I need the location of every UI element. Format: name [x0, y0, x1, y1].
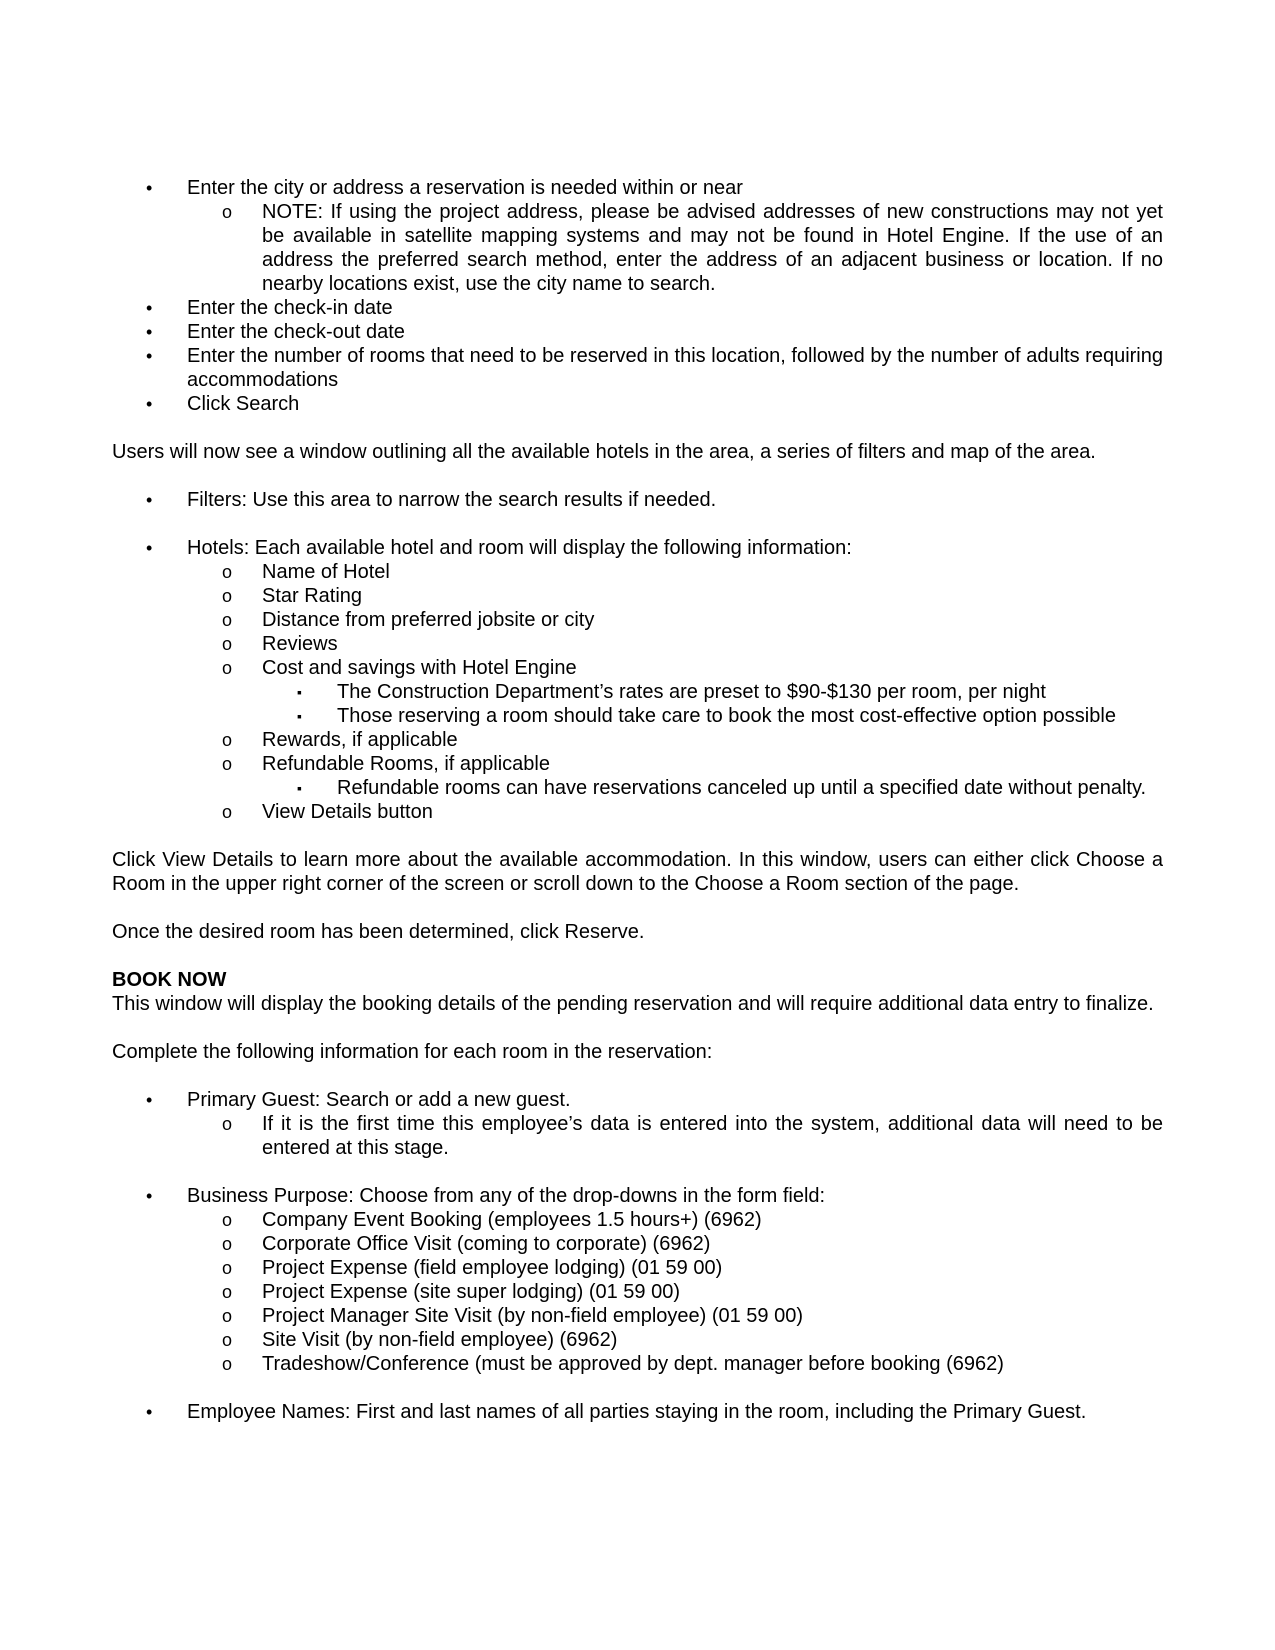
list-item-text: The Construction Department’s rates are preset to $90-$130 per room, per night — [337, 681, 1046, 703]
list-item — [112, 1280, 1163, 1304]
list-item — [112, 488, 1163, 512]
bullet-marker: • — [146, 490, 153, 510]
circle-marker: o — [222, 202, 233, 222]
circle-marker: o — [222, 730, 233, 750]
list-item — [112, 536, 1163, 560]
bullet-marker: • — [146, 322, 153, 342]
list-item — [112, 608, 1163, 632]
square-marker: ▪ — [297, 708, 302, 724]
list-item — [112, 800, 1163, 824]
list-item-text: Tradeshow/Conference (must be approved by dept. manager before booking (6962) — [262, 1353, 1004, 1375]
list-item-text: Click Search — [187, 393, 300, 415]
bullet-marker: • — [146, 1402, 153, 1422]
list-item-text: Name of Hotel — [262, 561, 390, 583]
circle-marker: o — [222, 1282, 233, 1302]
complete-info-paragraph: Complete the following information for each room in the reservation: — [112, 1041, 713, 1063]
book-now-heading: BOOK NOW — [112, 969, 227, 991]
list-item-text: Cost and savings with Hotel Engine — [262, 657, 577, 679]
circle-marker: o — [222, 1258, 233, 1278]
list-item — [112, 704, 1163, 728]
list-item — [112, 632, 1163, 656]
list-item-text: Enter the check-in date — [187, 297, 393, 319]
employee-names-list — [112, 1400, 1163, 1424]
list-item-text: Project Expense (site super lodging) (01 59 00) — [262, 1281, 681, 1303]
list-item-text: Business Purpose: Choose from any of the drop-downs in the form field: — [187, 1185, 826, 1207]
list-item — [112, 584, 1163, 608]
circle-marker: o — [222, 562, 233, 582]
list-item-text: Enter the number of rooms that need to be reserved in this location, followed by the number of adults requiring accommodations — [187, 345, 1163, 391]
circle-marker: o — [222, 754, 233, 774]
circle-marker: o — [222, 1210, 233, 1230]
filters-list — [112, 488, 1163, 512]
list-item — [112, 320, 1163, 344]
circle-marker: o — [222, 1114, 233, 1134]
circle-marker: o — [222, 658, 233, 678]
bullet-marker: • — [146, 178, 153, 198]
list-item-text: Refundable Rooms, if applicable — [262, 753, 550, 775]
list-item-text: Corporate Office Visit (coming to corporate) (6962) — [262, 1233, 711, 1255]
list-item — [112, 1184, 1163, 1208]
primary-guest-list — [112, 1088, 1163, 1160]
list-item-text: If it is the first time this employee’s data is entered into the system, additional data will need to be entered at this stage. — [262, 1113, 1163, 1159]
list-item — [112, 1328, 1163, 1352]
reserve-paragraph: Once the desired room has been determined, click Reserve. — [112, 921, 645, 943]
list-item — [112, 656, 1163, 680]
bullet-marker: • — [146, 298, 153, 318]
business-purpose-list — [112, 1184, 1163, 1376]
bullet-marker: • — [146, 538, 153, 558]
list-item-text: Rewards, if applicable — [262, 729, 458, 751]
circle-marker: o — [222, 1306, 233, 1326]
list-item — [112, 1208, 1163, 1232]
circle-marker: o — [222, 634, 233, 654]
hotels-list — [112, 536, 1163, 824]
list-item-text: Employee Names: First and last names of all parties staying in the room, including the Primary Guest. — [187, 1401, 1087, 1423]
list-item — [112, 1352, 1163, 1376]
list-item — [112, 200, 1163, 296]
list-item-text: Those reserving a room should take care to book the most cost-effective option possible — [337, 705, 1116, 727]
list-item — [112, 296, 1163, 320]
list-item-text: Enter the check-out date — [187, 321, 405, 343]
list-item-text: Project Manager Site Visit (by non-field employee) (01 59 00) — [262, 1305, 804, 1327]
list-item-text: Company Event Booking (employees 1.5 hours+) (6962) — [262, 1209, 762, 1231]
list-item — [112, 680, 1163, 704]
bullet-marker: • — [146, 1186, 153, 1206]
square-marker: ▪ — [297, 684, 302, 700]
list-item-text: Distance from preferred jobsite or city — [262, 609, 595, 631]
list-item-text: Enter the city or address a reservation is needed within or near — [187, 177, 743, 199]
view-details-paragraph: Click View Details to learn more about the available accommodation. In this window, users can either click Choose a Room in the upper right corner of the screen or scroll down to the Choose a Room section of the page. — [112, 849, 1163, 895]
list-item — [112, 1256, 1163, 1280]
bullet-marker: • — [146, 394, 153, 414]
list-item — [112, 392, 1163, 416]
list-item — [112, 752, 1163, 776]
list-item-text: Filters: Use this area to narrow the search results if needed. — [187, 489, 717, 511]
circle-marker: o — [222, 1330, 233, 1350]
list-item-text: Refundable rooms can have reservations canceled up until a specified date without penalty. — [337, 777, 1147, 799]
list-item — [112, 1400, 1163, 1424]
list-item — [112, 776, 1163, 800]
list-item-text: Reviews — [262, 633, 338, 655]
list-item — [112, 728, 1163, 752]
circle-marker: o — [222, 586, 233, 606]
bullet-marker: • — [146, 346, 153, 366]
list-item — [112, 344, 1163, 392]
list-item — [112, 1088, 1163, 1112]
list-item — [112, 176, 1163, 200]
circle-marker: o — [222, 1234, 233, 1254]
book-now-intro-paragraph: This window will display the booking details of the pending reservation and will require additional data entry to finalize. — [112, 993, 1154, 1015]
list-item — [112, 560, 1163, 584]
note-text: NOTE: If using the project address, please be advised addresses of new constructions may not yet be available in satellite mapping systems and may not be found in Hotel Engine. If the use of an address the preferred search method, enter the address of an adjacent business or location. If no nearby locations exist, use the city name to search. — [262, 201, 1163, 295]
list-item-text: Star Rating — [262, 585, 363, 607]
search-steps-list — [112, 176, 1163, 416]
circle-marker: o — [222, 610, 233, 630]
bullet-marker: • — [146, 1090, 153, 1110]
circle-marker: o — [222, 1354, 233, 1374]
list-item-text: View Details button — [262, 801, 433, 823]
list-item — [112, 1112, 1163, 1160]
list-item — [112, 1232, 1163, 1256]
circle-marker: o — [222, 802, 233, 822]
square-marker: ▪ — [297, 780, 302, 796]
list-item-text: Site Visit (by non-field employee) (6962) — [262, 1329, 618, 1351]
list-item-text: Project Expense (field employee lodging) (01 59 00) — [262, 1257, 723, 1279]
list-item — [112, 1304, 1163, 1328]
results-intro-paragraph: Users will now see a window outlining all the available hotels in the area, a series of filters and map of the area. — [112, 441, 1096, 463]
document-page — [112, 176, 1163, 1424]
list-item-text: Primary Guest: Search or add a new guest. — [187, 1089, 571, 1111]
list-item-text: Hotels: Each available hotel and room will display the following information: — [187, 537, 852, 559]
